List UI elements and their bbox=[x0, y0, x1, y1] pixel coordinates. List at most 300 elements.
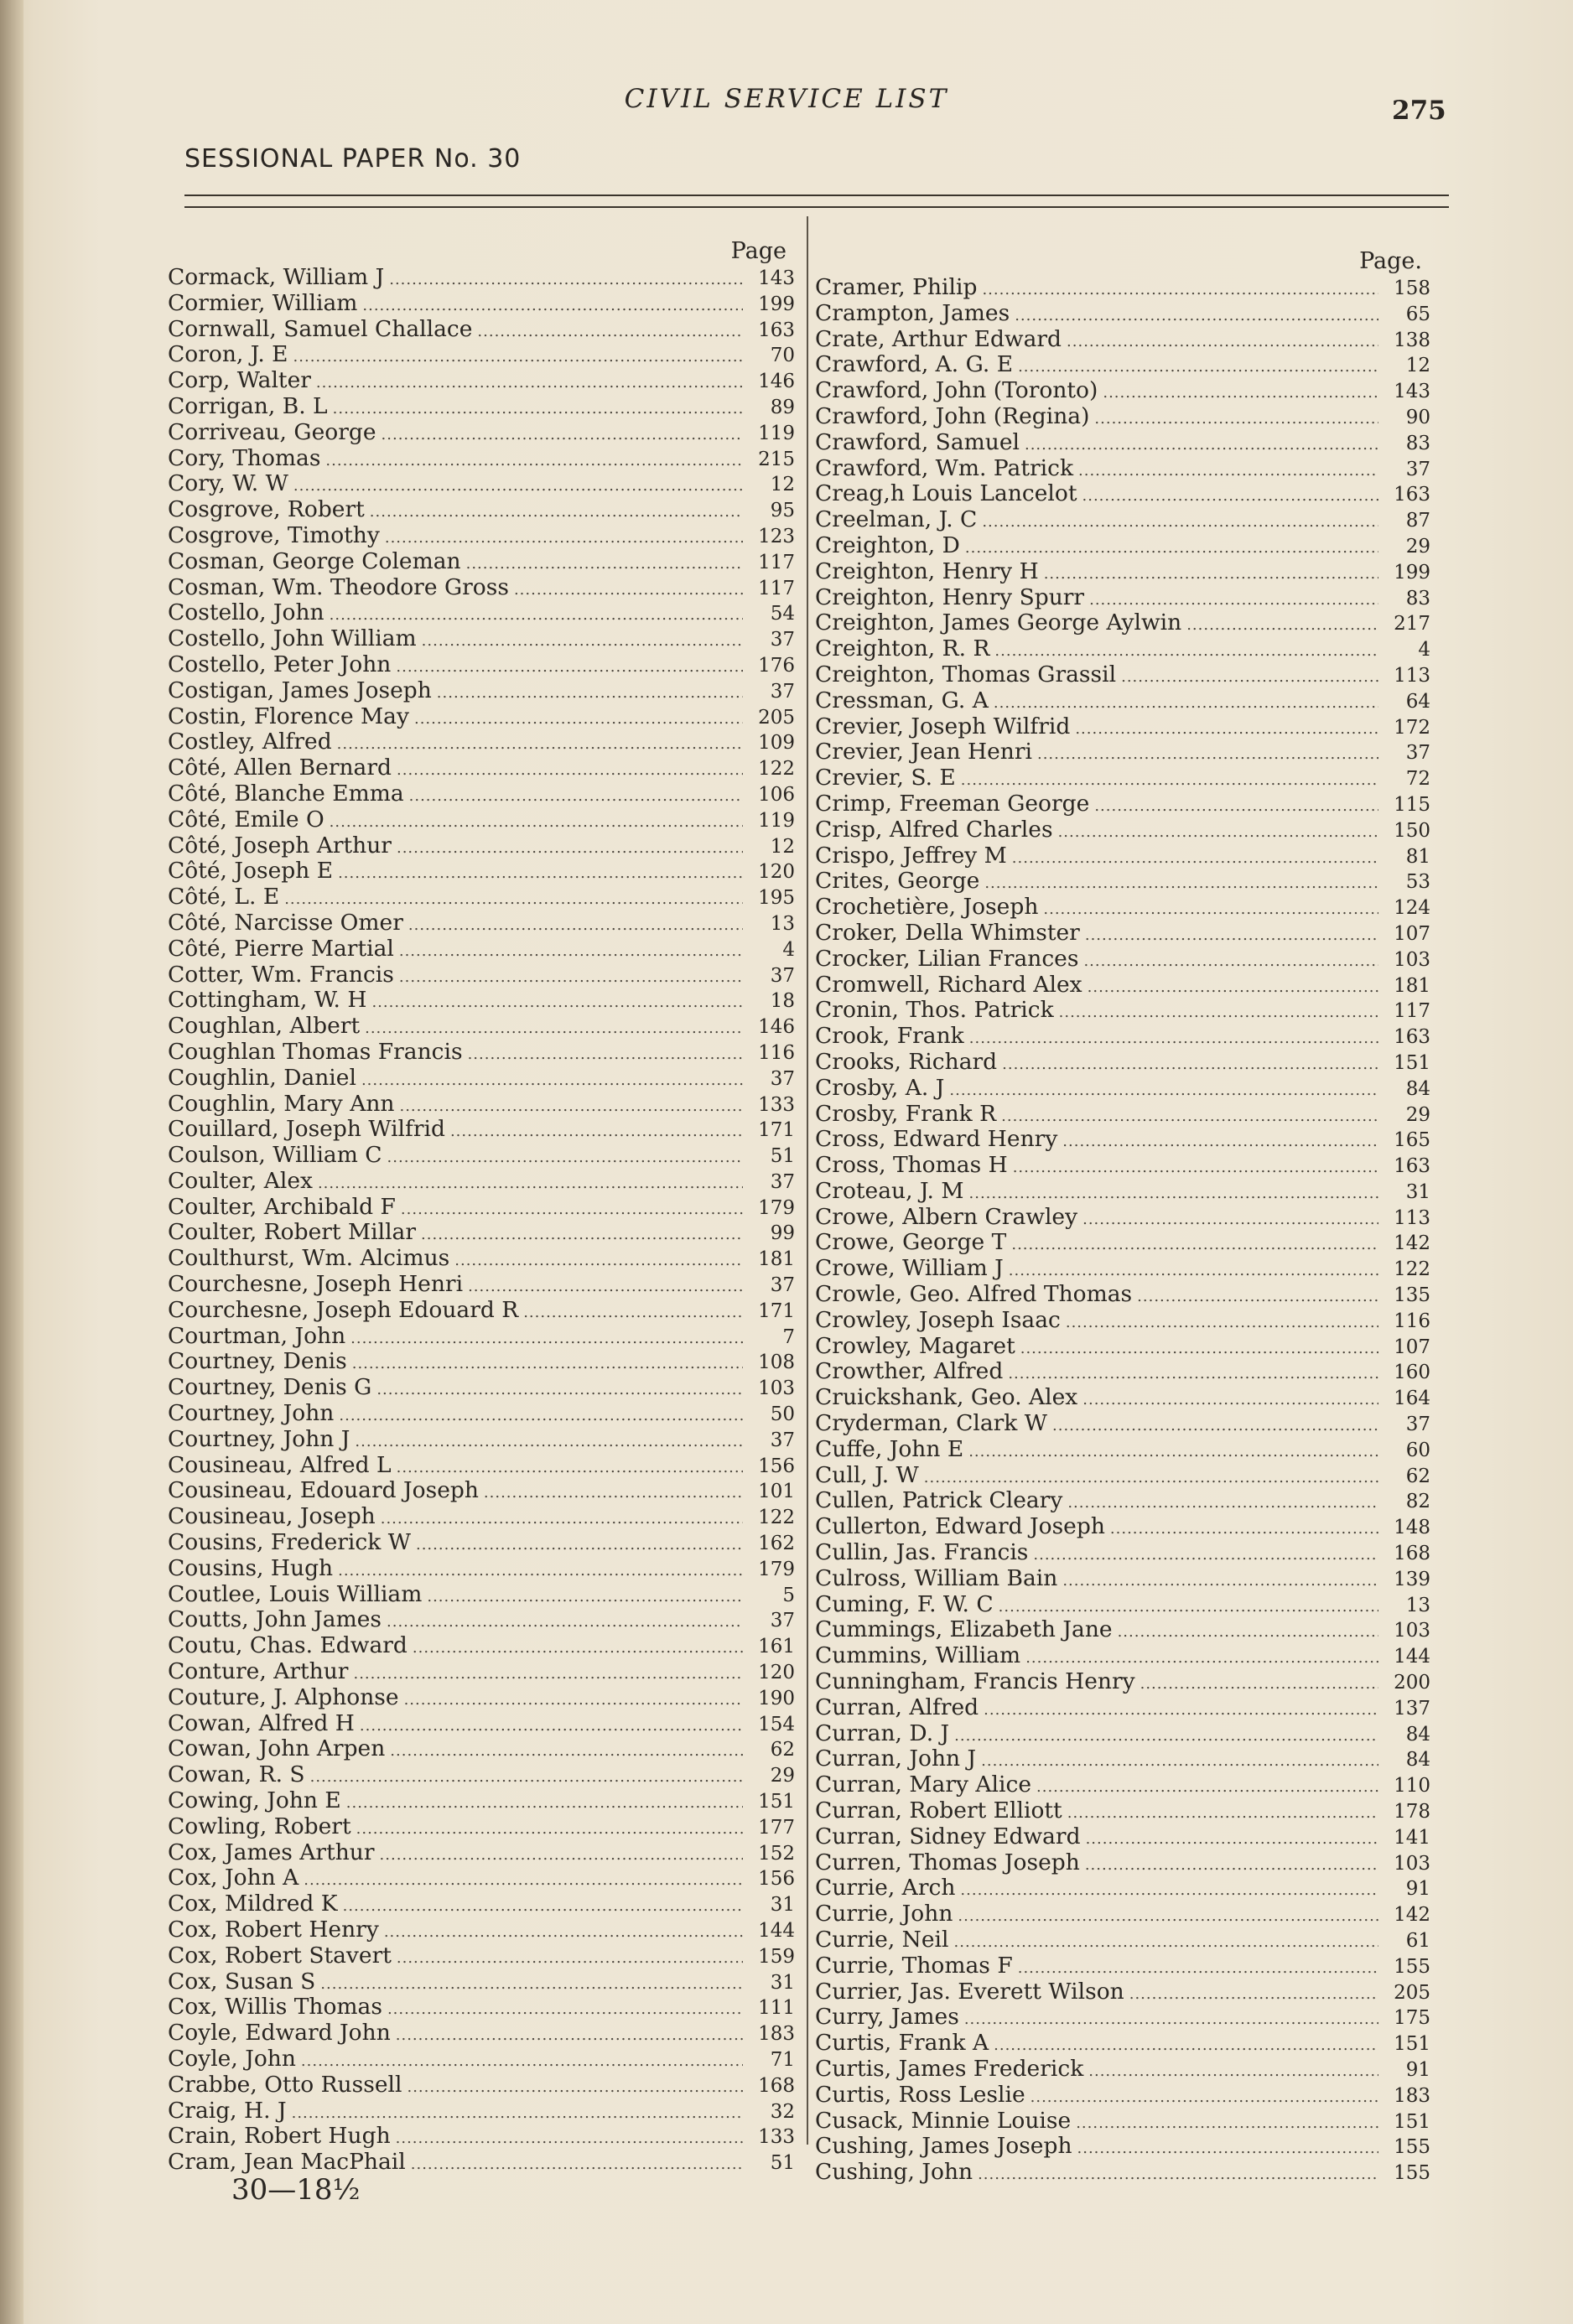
index-entry bbox=[815, 1798, 1430, 1824]
entry-page-number: 37 bbox=[770, 1170, 795, 1193]
entry-name: Conture, Arthur bbox=[168, 1658, 349, 1685]
entry-page-number: 91 bbox=[1405, 1878, 1430, 1901]
dot-leader bbox=[1129, 1982, 1378, 2008]
index-entry bbox=[815, 1102, 1430, 1128]
index-entry bbox=[168, 1014, 795, 1040]
index-entry bbox=[168, 446, 795, 472]
dot-leader bbox=[1012, 846, 1378, 872]
dot-leader bbox=[984, 1698, 1378, 1724]
entry-page-number: 123 bbox=[758, 525, 795, 547]
index-entry bbox=[815, 1850, 1430, 1876]
index-entry bbox=[815, 973, 1430, 999]
entry-name: Curtis, Ross Leslie bbox=[815, 2081, 1025, 2108]
entry-name: Croteau, J. M bbox=[815, 1177, 964, 1204]
entry-name: Curran, John J bbox=[815, 1746, 977, 1772]
entry-page-number: 12 bbox=[1405, 355, 1430, 377]
entry-page-number: 152 bbox=[758, 1842, 795, 1865]
entry-name: Cormack, William J bbox=[168, 264, 385, 290]
entry-page-number: 120 bbox=[758, 1662, 795, 1684]
entry-name: Cushing, John bbox=[815, 2159, 973, 2186]
entry-page-number: 151 bbox=[1394, 2033, 1430, 2056]
entry-name: Cox, John A bbox=[168, 1865, 299, 1891]
entry-page-number: 137 bbox=[1394, 1697, 1430, 1720]
index-entry bbox=[815, 1385, 1430, 1411]
entry-page-number: 115 bbox=[1394, 793, 1430, 816]
entry-page-number: 119 bbox=[758, 809, 795, 832]
dot-leader bbox=[1058, 820, 1378, 846]
index-entry bbox=[168, 2124, 795, 2150]
index-entry bbox=[815, 869, 1430, 895]
index-entry bbox=[815, 1359, 1430, 1385]
entry-name: Croker, Della Whimster bbox=[815, 919, 1080, 946]
index-entry bbox=[815, 456, 1430, 482]
entry-page-number: 116 bbox=[1394, 1310, 1430, 1332]
dot-leader bbox=[293, 345, 743, 371]
entry-name: Culross, William Bain bbox=[815, 1564, 1058, 1591]
header-rule-bottom bbox=[184, 206, 1449, 208]
entry-page-number: 162 bbox=[758, 1533, 795, 1555]
index-entry bbox=[168, 652, 795, 678]
dot-leader bbox=[325, 449, 743, 475]
dot-leader bbox=[1076, 2111, 1378, 2137]
index-entry bbox=[815, 998, 1430, 1024]
entry-name: Creighton, James George Aylwin bbox=[815, 610, 1182, 636]
entry-name: Crabbe, Otto Russell bbox=[168, 2071, 402, 2098]
entry-page-number: 90 bbox=[1405, 406, 1430, 428]
index-entry bbox=[168, 988, 795, 1014]
entry-name: Crawford, John (Regina) bbox=[815, 402, 1090, 429]
index-entry bbox=[168, 575, 795, 601]
index-entry bbox=[815, 1979, 1430, 2005]
index-entry bbox=[815, 1514, 1430, 1540]
column-divider bbox=[807, 216, 808, 2145]
entry-page-number: 164 bbox=[1394, 1388, 1430, 1410]
dot-leader bbox=[982, 510, 1378, 536]
index-entry bbox=[168, 859, 795, 884]
entry-name: Crawford, A. G. E bbox=[815, 351, 1014, 378]
entry-name: Coutts, John James bbox=[168, 1606, 382, 1633]
entry-name: Coulter, Archibald F bbox=[168, 1193, 396, 1220]
entry-name: Cox, Robert Stavert bbox=[168, 1942, 392, 1969]
index-entry bbox=[815, 404, 1430, 430]
entry-name: Côté, Emile O bbox=[168, 806, 324, 833]
entry-name: Cullerton, Edward Joseph bbox=[815, 1513, 1105, 1540]
entry-name: Côté, Joseph Arthur bbox=[168, 832, 392, 859]
index-entry bbox=[815, 1927, 1430, 1953]
entry-name: Côté, L. E bbox=[168, 884, 280, 910]
entry-page-number: 116 bbox=[758, 1041, 795, 1064]
entry-page-number: 150 bbox=[1394, 819, 1430, 842]
dot-leader bbox=[1067, 1801, 1378, 1827]
dot-leader bbox=[337, 732, 743, 758]
entry-page-number: 37 bbox=[770, 629, 795, 651]
entry-page-number: 37 bbox=[770, 1610, 795, 1632]
entry-name: Coughlin, Daniel bbox=[168, 1064, 356, 1091]
dot-leader bbox=[316, 371, 743, 397]
dot-leader bbox=[1118, 1620, 1378, 1646]
entry-name: Cryderman, Clark W bbox=[815, 1410, 1048, 1437]
index-entry bbox=[815, 2160, 1430, 2186]
index-entry bbox=[168, 1504, 795, 1530]
index-entry bbox=[815, 1669, 1430, 1695]
dot-leader bbox=[399, 965, 743, 991]
entry-name: Crowley, Joseph Isaac bbox=[815, 1306, 1061, 1333]
entry-name: Cory, Thomas bbox=[168, 444, 321, 471]
entry-name: Côté, Joseph E bbox=[168, 858, 334, 884]
dot-leader bbox=[330, 810, 743, 836]
entry-name: Crispo, Jeffrey M bbox=[815, 842, 1007, 869]
index-entry bbox=[815, 1282, 1430, 1308]
header-rule-top bbox=[184, 195, 1449, 196]
entry-page-number: 81 bbox=[1405, 845, 1430, 868]
index-entry bbox=[168, 600, 795, 626]
entry-name: Curtis, James Frederick bbox=[815, 2055, 1084, 2082]
entry-page-number: 83 bbox=[1405, 587, 1430, 610]
dot-leader bbox=[421, 1222, 743, 1248]
entry-name: Cross, Edward Henry bbox=[815, 1126, 1058, 1153]
entry-page-number: 60 bbox=[1405, 1439, 1430, 1461]
entry-page-number: 183 bbox=[758, 2023, 795, 2046]
entry-page-number: 4 bbox=[782, 938, 795, 961]
entry-name: Cousins, Frederick W bbox=[168, 1529, 411, 1556]
dot-leader bbox=[969, 1026, 1378, 1052]
dot-leader bbox=[304, 1868, 743, 1894]
dot-leader bbox=[1066, 1310, 1378, 1336]
entry-page-number: 113 bbox=[1394, 1206, 1430, 1229]
index-entry bbox=[168, 1762, 795, 1788]
dot-leader bbox=[523, 1300, 743, 1326]
entry-page-number: 181 bbox=[758, 1248, 795, 1271]
index-entry bbox=[815, 1617, 1430, 1643]
entry-page-number: 51 bbox=[770, 1145, 795, 1168]
entry-page-number: 171 bbox=[758, 1299, 795, 1322]
entry-name: Crocker, Lilian Frances bbox=[815, 945, 1079, 972]
entry-name: Coulter, Alex bbox=[168, 1167, 313, 1194]
entry-name: Cronin, Thos. Patrick bbox=[815, 997, 1054, 1024]
index-entry bbox=[168, 1788, 795, 1814]
entry-page-number: 148 bbox=[1394, 1517, 1430, 1539]
entry-name: Coughlin, Mary Ann bbox=[168, 1090, 395, 1117]
index-entry bbox=[168, 1917, 795, 1943]
entry-page-number: 29 bbox=[1405, 1103, 1430, 1126]
index-entry bbox=[168, 368, 795, 394]
index-entry bbox=[168, 394, 795, 420]
index-entry bbox=[168, 1943, 795, 1969]
entry-name: Cox, Susan S bbox=[168, 1968, 316, 1995]
entry-page-number: 124 bbox=[1394, 897, 1430, 920]
entry-name: Curran, Mary Alice bbox=[815, 1772, 1031, 1798]
index-entry bbox=[815, 1024, 1430, 1050]
entry-name: Crowe, William J bbox=[815, 1255, 1004, 1282]
index-entry bbox=[815, 1179, 1430, 1205]
entry-page-number: 135 bbox=[1394, 1284, 1430, 1307]
entry-page-number: 200 bbox=[1394, 1672, 1430, 1694]
index-entry bbox=[168, 1066, 795, 1092]
dot-leader bbox=[320, 1972, 743, 1998]
dot-leader bbox=[1083, 949, 1378, 975]
entry-name: Cressman, G. A bbox=[815, 687, 989, 713]
index-entry bbox=[815, 1901, 1430, 1927]
dot-leader bbox=[1085, 1853, 1378, 1879]
binding-shadow bbox=[0, 0, 23, 2324]
index-entry bbox=[815, 2109, 1430, 2135]
entry-page-number: 4 bbox=[1418, 639, 1430, 661]
dot-leader bbox=[1002, 1052, 1378, 1078]
entry-name: Crosby, A. J bbox=[815, 1074, 945, 1101]
dot-leader bbox=[411, 2152, 743, 2178]
entry-page-number: 183 bbox=[1394, 2084, 1430, 2107]
index-entry bbox=[168, 755, 795, 781]
entry-name: Cowan, John Arpen bbox=[168, 1735, 386, 1762]
entry-name: Coyle, John bbox=[168, 2045, 296, 2072]
sessional-paper-label: SESSIONAL PAPER No. 30 bbox=[184, 144, 522, 174]
index-entry bbox=[168, 781, 795, 807]
entry-page-number: 113 bbox=[1394, 664, 1430, 687]
index-column-right bbox=[815, 248, 1430, 2186]
dot-leader bbox=[978, 2162, 1378, 2188]
entry-name: Crisp, Alfred Charles bbox=[815, 816, 1053, 843]
index-entry bbox=[168, 962, 795, 988]
dot-leader bbox=[514, 578, 743, 604]
dot-leader bbox=[477, 319, 743, 345]
entry-name: Currier, Jas. Everett Wilson bbox=[815, 1978, 1124, 2005]
entry-page-number: 156 bbox=[758, 1455, 795, 1477]
entry-page-number: 37 bbox=[770, 1067, 795, 1090]
index-entry bbox=[815, 1824, 1430, 1850]
entry-page-number: 50 bbox=[770, 1403, 795, 1426]
entry-name: Corrigan, B. L bbox=[168, 392, 328, 419]
entry-page-number: 18 bbox=[770, 990, 795, 1013]
entry-name: Crowley, Magaret bbox=[815, 1332, 1015, 1359]
entry-page-number: 29 bbox=[1405, 535, 1430, 558]
dot-leader bbox=[380, 1843, 743, 1869]
entry-page-number: 109 bbox=[758, 732, 795, 755]
entry-name: Crevier, Joseph Wilfrid bbox=[815, 713, 1071, 739]
entry-name: Cornwall, Samuel Challace bbox=[168, 315, 473, 342]
entry-page-number: 122 bbox=[758, 758, 795, 781]
index-entry bbox=[815, 1205, 1430, 1231]
entry-name: Courtney, John bbox=[168, 1400, 335, 1427]
entry-name: Corriveau, George bbox=[168, 418, 376, 445]
entry-page-number: 12 bbox=[770, 835, 795, 858]
entry-page-number: 158 bbox=[1394, 278, 1430, 299]
entry-name: Courtney, Denis bbox=[168, 1348, 347, 1375]
index-entry bbox=[168, 1659, 795, 1685]
index-entry bbox=[815, 2134, 1430, 2160]
entry-page-number: 139 bbox=[1394, 1568, 1430, 1590]
entry-page-number: 143 bbox=[758, 267, 795, 289]
index-entry bbox=[815, 301, 1430, 327]
dot-leader bbox=[401, 1197, 743, 1223]
dot-leader bbox=[407, 2075, 743, 2101]
index-entry bbox=[168, 1143, 795, 1169]
index-entry bbox=[168, 342, 795, 368]
dot-leader bbox=[413, 1636, 743, 1662]
index-entry bbox=[168, 1607, 795, 1633]
index-entry bbox=[168, 1349, 795, 1375]
dot-leader bbox=[1078, 459, 1378, 485]
dot-leader bbox=[310, 1765, 743, 1791]
entry-name: Crowle, Geo. Alfred Thomas bbox=[815, 1281, 1133, 1308]
index-entry bbox=[168, 1195, 795, 1221]
entry-page-number: 156 bbox=[758, 1868, 795, 1891]
index-entry bbox=[168, 420, 795, 446]
entry-page-number: 37 bbox=[770, 1274, 795, 1297]
dot-leader bbox=[1013, 1155, 1378, 1181]
entry-name: Cousins, Hugh bbox=[168, 1554, 334, 1581]
index-entry bbox=[168, 1401, 795, 1427]
entry-page-number: 177 bbox=[758, 1816, 795, 1839]
dot-leader bbox=[389, 267, 743, 293]
index-entry bbox=[815, 1953, 1430, 1979]
entry-name: Crevier, S. E bbox=[815, 765, 956, 791]
dot-leader bbox=[450, 1119, 743, 1145]
entry-page-number: 161 bbox=[758, 1636, 795, 1658]
entry-page-number: 176 bbox=[758, 654, 795, 677]
index-entry bbox=[168, 471, 795, 497]
entry-page-number: 103 bbox=[1394, 1852, 1430, 1875]
entry-name: Cramer, Philip bbox=[815, 274, 978, 300]
index-entry bbox=[815, 1230, 1430, 1256]
entry-name: Cox, Mildred K bbox=[168, 1891, 338, 1917]
index-entry bbox=[815, 739, 1430, 765]
dot-leader bbox=[370, 500, 743, 526]
entry-page-number: 117 bbox=[1394, 1000, 1430, 1023]
index-entry bbox=[815, 843, 1430, 869]
entry-name: Creighton, Henry H bbox=[815, 558, 1039, 584]
index-entry bbox=[168, 884, 795, 910]
index-entry bbox=[815, 559, 1430, 585]
entry-page-number: 119 bbox=[758, 422, 795, 444]
dot-leader bbox=[1103, 381, 1378, 407]
dot-leader bbox=[416, 1533, 743, 1559]
entry-name: Courtney, Denis G bbox=[168, 1374, 372, 1401]
entry-page-number: 84 bbox=[1405, 1749, 1430, 1772]
entry-page-number: 64 bbox=[1405, 690, 1430, 713]
dot-leader bbox=[338, 861, 743, 887]
index-entry bbox=[815, 2031, 1430, 2057]
index-entry bbox=[815, 714, 1430, 740]
dot-leader bbox=[1075, 717, 1378, 743]
entry-name: Cory, W. W bbox=[168, 470, 288, 497]
entry-name: Currie, Arch bbox=[815, 1875, 956, 1901]
entry-page-number: 151 bbox=[1394, 1051, 1430, 1074]
index-entry bbox=[815, 921, 1430, 947]
dot-leader bbox=[396, 655, 743, 681]
entry-page-number: 146 bbox=[758, 1016, 795, 1039]
dot-leader bbox=[437, 681, 743, 707]
index-entry bbox=[815, 1463, 1430, 1489]
index-entry bbox=[168, 497, 795, 523]
index-entry bbox=[815, 662, 1430, 688]
entry-page-number: 84 bbox=[1405, 1723, 1430, 1746]
index-entry bbox=[168, 678, 795, 704]
entry-name: Côté, Narcisse Omer bbox=[168, 909, 403, 936]
entry-name: Courtney, John J bbox=[168, 1425, 350, 1452]
entry-page-number: 175 bbox=[1394, 2007, 1430, 2030]
entry-page-number: 122 bbox=[1394, 1258, 1430, 1281]
dot-leader bbox=[397, 836, 743, 862]
dot-leader bbox=[1037, 742, 1378, 768]
entry-name: Coughlan, Albert bbox=[168, 1013, 361, 1040]
entry-page-number: 103 bbox=[1394, 1620, 1430, 1642]
dot-leader bbox=[964, 2007, 1378, 2033]
entry-page-number: 181 bbox=[1394, 974, 1430, 997]
entry-name: Cox, James Arthur bbox=[168, 1839, 375, 1865]
dot-leader bbox=[1088, 2059, 1378, 2085]
entry-page-number: 29 bbox=[770, 1765, 795, 1787]
index-entry bbox=[168, 1040, 795, 1066]
dot-leader bbox=[1140, 1672, 1378, 1698]
page-column-header: Page. bbox=[1359, 248, 1422, 274]
index-entry bbox=[168, 1865, 795, 1891]
index-entry bbox=[815, 1127, 1430, 1153]
entry-page-number: 99 bbox=[770, 1222, 795, 1245]
index-entry bbox=[815, 481, 1430, 507]
index-entry bbox=[168, 704, 795, 730]
index-entry bbox=[168, 1530, 795, 1556]
entry-name: Cosman, Wm. Theodore Gross bbox=[168, 573, 509, 600]
entry-page-number: 168 bbox=[1394, 1543, 1430, 1565]
entry-page-number: 84 bbox=[1405, 1077, 1430, 1100]
entry-page-number: 62 bbox=[770, 1739, 795, 1761]
entry-page-number: 151 bbox=[758, 1791, 795, 1813]
page-column-header: Page bbox=[730, 238, 786, 264]
index-entry bbox=[168, 1427, 795, 1453]
dot-leader bbox=[1186, 613, 1378, 639]
entry-page-number: 13 bbox=[770, 912, 795, 935]
dot-leader bbox=[1121, 665, 1378, 691]
entry-name: Coulson, William C bbox=[168, 1142, 382, 1169]
entry-page-number: 62 bbox=[1405, 1465, 1430, 1487]
dot-leader bbox=[346, 1791, 743, 1817]
dot-leader bbox=[408, 913, 743, 939]
entry-page-number: 89 bbox=[770, 396, 795, 418]
entry-page-number: 53 bbox=[1405, 871, 1430, 894]
dot-leader bbox=[382, 423, 743, 449]
index-entry bbox=[168, 2072, 795, 2098]
index-entry bbox=[815, 765, 1430, 791]
entry-page-number: 95 bbox=[770, 500, 795, 522]
entry-name: Crimp, Freeman George bbox=[815, 790, 1090, 817]
entry-page-number: 103 bbox=[1394, 948, 1430, 971]
entry-page-number: 205 bbox=[1394, 1981, 1430, 2004]
index-entry bbox=[168, 833, 795, 859]
entry-name: Cusack, Minnie Louise bbox=[815, 2107, 1072, 2134]
entry-name: Cunningham, Francis Henry bbox=[815, 1668, 1135, 1695]
index-entry bbox=[815, 1566, 1430, 1592]
entry-name: Crowe, Albern Crawley bbox=[815, 1203, 1078, 1230]
index-column-left bbox=[168, 238, 795, 2176]
entry-page-number: 155 bbox=[1394, 2162, 1430, 2185]
dot-leader bbox=[1085, 923, 1378, 949]
entry-name: Cullin, Jas. Francis bbox=[815, 1539, 1029, 1566]
index-entry bbox=[168, 317, 795, 343]
dot-leader bbox=[371, 990, 743, 1016]
dot-leader bbox=[399, 939, 743, 965]
index-entry bbox=[815, 1721, 1430, 1747]
entry-page-number: 117 bbox=[758, 577, 795, 599]
entry-page-number: 163 bbox=[1394, 1155, 1430, 1178]
entry-page-number: 37 bbox=[1405, 458, 1430, 480]
entry-page-number: 83 bbox=[1405, 432, 1430, 454]
entry-name: Cull, J. W bbox=[815, 1461, 919, 1488]
index-entry bbox=[815, 791, 1430, 817]
entry-page-number: 154 bbox=[758, 1713, 795, 1735]
dot-leader bbox=[958, 1904, 1378, 1930]
dot-leader bbox=[352, 1351, 743, 1377]
dot-leader bbox=[1067, 329, 1378, 355]
